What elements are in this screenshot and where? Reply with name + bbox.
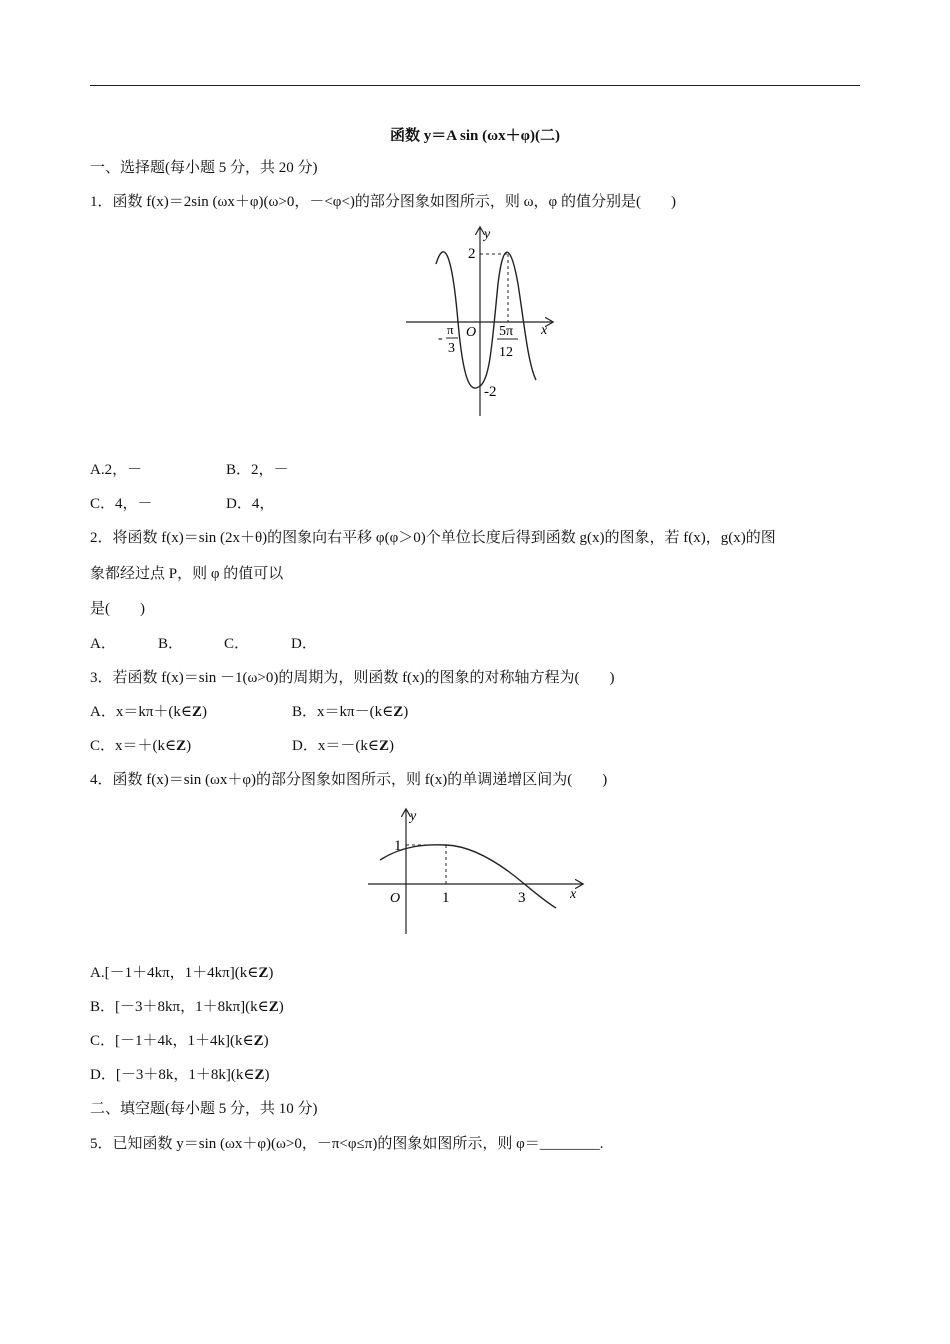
x-three-label: 3 bbox=[518, 890, 526, 906]
question-4-stem: 4．函数 f(x)＝sin (ωx＋φ)的部分图象如图所示，则 f(x)的单调递增区间为( ) bbox=[90, 772, 608, 788]
question-5-stem: 5．已知函数 y＝sin (ωx＋φ)(ω>0，－π<φ≤π)的图象如图所示，则 φ＝________. bbox=[90, 1136, 604, 1152]
x-axis-label: x bbox=[570, 887, 577, 902]
y-min-label: -2 bbox=[484, 384, 497, 400]
q4-option-b[interactable]: B．[－3＋8kπ，1＋8kπ](k∈Z) bbox=[90, 999, 284, 1015]
q1-option-b[interactable]: B．2，－ bbox=[226, 462, 289, 478]
q2-option-b[interactable]: B． bbox=[158, 636, 184, 652]
section-heading-choice: 一、选择题(每小题 5 分，共 20 分) bbox=[90, 160, 318, 176]
q3-option-c[interactable]: C．x＝＋(k∈Z) bbox=[90, 738, 192, 754]
question-1-stem: 1．函数 f(x)＝2sin (ωx＋φ)(ω>0，－<φ<)的部分图象如图所示，则 ω，φ 的值分别是( ) bbox=[90, 194, 676, 210]
question-2-line-3: 是( ) bbox=[90, 601, 145, 617]
y-one-label: 1 bbox=[394, 838, 402, 854]
q1-option-c[interactable]: C．4，－ bbox=[90, 496, 153, 512]
neg-tick-den: 3 bbox=[448, 341, 455, 356]
pos-tick-den: 12 bbox=[499, 345, 513, 360]
neg-tick-sign: - bbox=[438, 331, 443, 346]
question-2-line-1: 2．将函数 f(x)＝sin (2x＋θ)的图象向右平移 φ(φ＞0)个单位长度后得到函数 g(x)的图象，若 f(x)，g(x)的图 bbox=[90, 530, 776, 546]
q2-option-a[interactable]: A． bbox=[90, 636, 116, 652]
q1-option-d[interactable]: D．4， bbox=[226, 496, 275, 512]
q3-option-b[interactable]: B．x＝kπ－(k∈Z) bbox=[292, 704, 409, 720]
q2-option-c[interactable]: C． bbox=[224, 636, 250, 652]
page-title: 函数 y＝A sin (ωx＋φ)(二) bbox=[390, 128, 560, 144]
origin-label: O bbox=[466, 325, 477, 340]
neg-tick-num: π bbox=[447, 322, 454, 337]
x-one-label: 1 bbox=[442, 890, 450, 906]
q4-option-a[interactable]: A.[－1＋4kπ，1＋4kπ](k∈Z) bbox=[90, 965, 274, 981]
header-rule bbox=[90, 85, 860, 86]
q4-option-d[interactable]: D．[－3＋8k，1＋8k](k∈Z) bbox=[90, 1067, 270, 1083]
y-axis-label: y bbox=[410, 809, 417, 824]
question-3-stem: 3．若函数 f(x)＝sin －1(ω>0)的周期为，则函数 f(x)的图象的对称轴方程为( ) bbox=[90, 670, 615, 686]
pos-tick-num: 5π bbox=[499, 324, 514, 339]
q4-option-c[interactable]: C．[－1＋4k，1＋4k](k∈Z) bbox=[90, 1033, 269, 1049]
question-4-graph bbox=[362, 806, 592, 940]
question-2-line-2: 象都经过点 P，则 φ 的值可以 bbox=[90, 566, 284, 582]
y-axis-label: y bbox=[484, 227, 491, 242]
q1-option-a[interactable]: A.2，－ bbox=[90, 462, 143, 478]
q2-option-d[interactable]: D． bbox=[291, 636, 317, 652]
section-heading-fill: 二、填空题(每小题 5 分，共 10 分) bbox=[90, 1101, 318, 1117]
y-max-label: 2 bbox=[468, 246, 476, 262]
question-1-graph bbox=[400, 224, 560, 420]
q3-option-a[interactable]: A．x＝kπ＋(k∈Z) bbox=[90, 704, 208, 720]
sine-curve bbox=[436, 252, 536, 388]
x-axis-label: x bbox=[541, 323, 548, 338]
q3-option-d[interactable]: D．x＝－(k∈Z) bbox=[292, 738, 394, 754]
origin-label: O bbox=[390, 891, 401, 906]
